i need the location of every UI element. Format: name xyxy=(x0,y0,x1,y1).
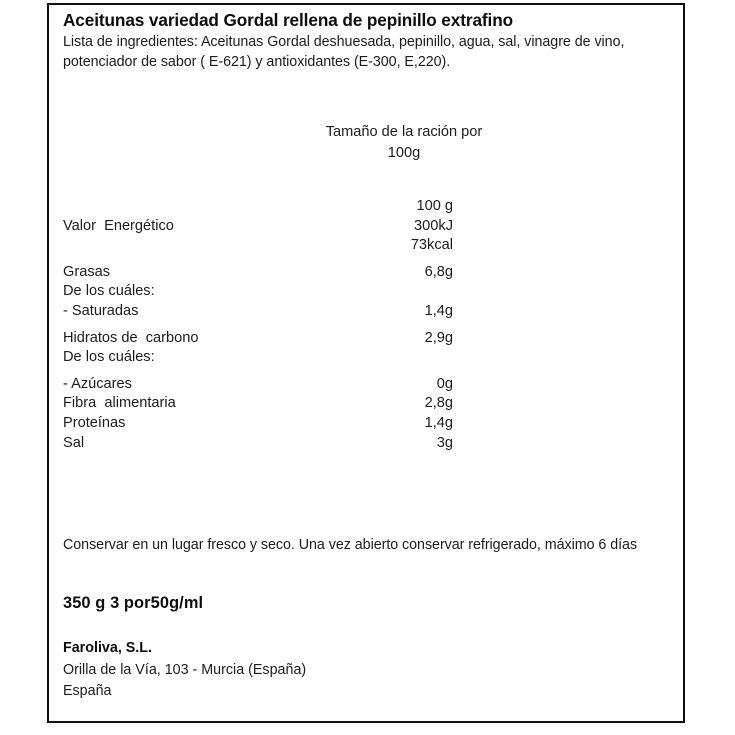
company-block xyxy=(63,638,563,703)
nutrition-row-value xyxy=(328,348,454,368)
nutrition-table xyxy=(63,197,453,453)
nutrition-row-label: De los cuáles: xyxy=(63,283,155,300)
nutrition-table-grid xyxy=(63,197,454,217)
nutrition-row-value xyxy=(328,282,454,302)
nutrition-row-value: 300kJ xyxy=(414,217,453,234)
nutrition-row-spacer xyxy=(63,256,454,263)
spacer-cell xyxy=(328,368,454,375)
nutrition-label-frame xyxy=(47,3,685,723)
nutrition-row xyxy=(63,414,454,434)
nutrition-row-label: Sal xyxy=(63,434,85,451)
nutrition-rows-body xyxy=(63,217,454,454)
spacer-cell xyxy=(63,256,328,263)
nutrition-header-spacer xyxy=(63,197,328,217)
nutrition-row xyxy=(63,217,454,237)
company-name: Faroliva, S.L. xyxy=(63,640,152,656)
nutrition-row-value: 73kcal xyxy=(410,237,453,254)
serving-size-label: Tamaño de la ración por xyxy=(325,124,483,140)
nutrition-header-row xyxy=(63,197,454,217)
nutrition-row-label: Proteínas xyxy=(63,414,126,431)
nutrition-row-value: 0g xyxy=(436,375,453,392)
net-weight: 350 g 3 por50g/ml xyxy=(63,594,204,612)
ingredients-list: Lista de ingredientes: Aceitunas Gordal deshuesada, pepinillo, agua, sal, vinagre de vino, potenciador de sabor ( E-621) y antioxidantes (E-300, E,220). xyxy=(63,34,625,70)
nutrition-row xyxy=(63,282,454,302)
nutrition-row xyxy=(63,394,454,414)
nutrition-row-value: 1,4g xyxy=(424,302,453,319)
nutrition-row-label: - Saturadas xyxy=(63,302,139,319)
nutrition-row xyxy=(63,236,454,256)
serving-size-block xyxy=(259,122,549,164)
nutrition-row-value: 6,8g xyxy=(424,263,453,280)
nutrition-row-value: 3g xyxy=(436,434,453,451)
nutrition-row-label: Fibra alimentaria xyxy=(63,395,176,412)
nutrition-rows-grid xyxy=(63,217,454,454)
nutrition-row-value: 2,8g xyxy=(424,395,453,412)
nutrition-row-label: Valor Energético xyxy=(63,217,174,234)
label-content xyxy=(49,5,683,721)
nutrition-row-label: De los cuáles: xyxy=(63,349,155,366)
nutrition-row-label: - Azúcares xyxy=(63,375,132,392)
nutrition-row xyxy=(63,302,454,322)
spacer-cell xyxy=(328,256,454,263)
nutrition-row xyxy=(63,329,454,349)
spacer-cell xyxy=(63,322,328,329)
nutrition-column-header: 100 g xyxy=(416,198,453,214)
nutrition-row xyxy=(63,375,454,395)
spacer-cell xyxy=(63,368,328,375)
spacer-cell xyxy=(328,322,454,329)
serving-size-value: 100g xyxy=(387,145,421,161)
nutrition-row-label: Hidratos de carbono xyxy=(63,329,199,346)
nutrition-row-value: 2,9g xyxy=(424,329,453,346)
nutrition-row-label xyxy=(63,236,328,256)
product-title: Aceitunas variedad Gordal rellena de pepinillo extrafino xyxy=(63,10,513,30)
nutrition-row-label: Grasas xyxy=(63,263,111,280)
nutrition-row xyxy=(63,434,454,454)
nutrition-table-body xyxy=(63,197,454,217)
nutrition-row xyxy=(63,263,454,283)
nutrition-row-spacer xyxy=(63,322,454,329)
storage-instructions: Conservar en un lugar fresco y seco. Una vez abierto conservar refrigerado, máximo 6 días xyxy=(63,537,638,553)
company-country: España xyxy=(63,683,112,699)
nutrition-row-value: 1,4g xyxy=(424,414,453,431)
nutrition-row xyxy=(63,348,454,368)
company-address: Orilla de la Vía, 103 - Murcia (España) xyxy=(63,661,307,678)
nutrition-row-spacer xyxy=(63,368,454,375)
